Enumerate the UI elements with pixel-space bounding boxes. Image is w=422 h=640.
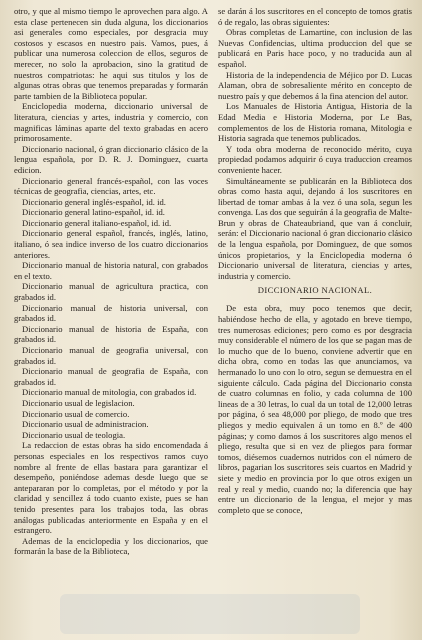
paragraph: Y toda obra moderna de reconocido mérito, cuya propiedad podamos adquirir ó cuya traduccion creamos conveniente hacer.: [218, 143, 412, 175]
paragraph: Diccionario manual de historia universal, con grabados id.: [14, 302, 208, 324]
paragraph: Los Manuales de Historia Antigua, Historia de la Edad Media e Historia Moderna, por Le Bas, complementos de los de Historia romana, Mitologia e Historia sagrada que tenemos publicados.: [218, 101, 412, 144]
paragraph: Diccionario manual de agricultura practica, con grabados id.: [14, 281, 208, 303]
heading-rule: [300, 298, 330, 299]
paragraph: Diccionario general italiano-español, id. id.: [22, 217, 172, 228]
section-heading: DICCIONARIO NACIONAL.: [257, 285, 373, 296]
paragraph: Diccionario nacional, ó gran diccionario clásico de la lengua española, por D. R. J. Dominguez, cuarta edicion.: [14, 143, 208, 175]
paragraph: otro, y que al mismo tiempo le aprovechen para algo. A esta clase pertenecen sin duda alguna, los diccionarios asi generales como especiales, por desgracia muy costosos y escasos en nuestro pais. Vamos, pues, á publicar una numerosa coleccion de ellos, seguros de merecer, no solo la aprobacion, sino la gratitud de nuestros compatriotas: he aqui sus titulos y los de algunas otras obras que tenemos preparadas y formarán parte tambien de la Biblioteca popular.: [14, 6, 208, 101]
paragraph: Diccionario usual de legislacion.: [22, 397, 135, 408]
paragraph: Obras completas de Lamartine, con inclusion de las Nuevas Confidencias, ultima produccion del que se publicará en Paris hace poco, y no traducida aun al español.: [218, 27, 412, 69]
paragraph: se darán á los suscritores en el concepto de tomos gratis ó de regalo, las obras siguientes:: [218, 6, 412, 27]
paragraph: Historia de la independencia de Méjico por D. Lucas Alaman, obra de sobresaliente mérito en concepto de nuestro país y que debemos á la fina atencion del autor.: [218, 69, 412, 101]
paragraph: Diccionario usual de administracion.: [22, 419, 149, 430]
paragraph: La redaccion de estas obras ha sido encomendada á personas especiales en los respectivos ramos cuyo nombre al frente de ellas bastara para garantizar el desempeño, poniéndose ademas desde luego que se antepararan por lo completas, por el método y por la claridad y sencillez á todo cuanto existe, pues se han tenido presentes para los trabajos toda, las obras análogas publicadas anteriormente en España y en el estrangero.: [14, 440, 208, 536]
paragraph: Diccionario general latino-español, id. id.: [22, 207, 165, 218]
paragraph: Enciclopedia moderna, diccionario universal de literatura, ciencias y artes, industria y comercio, con magnificas láminas aparte del texto grabadas en acero primorosamente.: [14, 101, 208, 144]
paragraph: De esta obra, muy poco tenemos que decir, habiéndose hecho de ella, y agotado en breve tiempo, tres numerosas ediciones; pero como es por desgracia muy considerable el número de los que se pagan mas de lo mucho que de lo bueno, conviene advertir que en dicha obra, como en todas las que anunciamos, va hermanado lo uno con lo otro, segun se demuestra en el siguiente cálculo. Cada página del Diccionario consta de cuatro columnas en folio, y cada columna de 100 lineas de a 30 letras, lo cual da un total de 12,000 letras por página, ó sea 48,000 por pliego, de modo que tres pliegos y medio equivalen á un tomo en 8.º de 400 páginas; y como damos á los suscritores algo menos el pliego, resulta que si en vez de pliegos para formar tomos, diésemos cuadernos nutridos con el número de libros, pagarian los suscritores seis cuartos en Madrid y siete y medio en provincia por lo que otros exigen un real y real y medio, cuando no; la diferencia que hay entre un diccionario de la lengua, el mejor y mas completo que se conoce,: [218, 303, 412, 515]
paragraph: Diccionario manual de mitologia, con grabados id.: [22, 387, 197, 398]
paragraph: Diccionario general español, francés, inglés, latino, italiano, ó sea indice inverso de los cuatro diccionarios anteriores.: [14, 228, 208, 260]
paragraph: Diccionario usual de comercio.: [22, 408, 130, 419]
paragraph: Diccionario usual de teologia.: [22, 429, 126, 440]
right-column-body: [218, 303, 412, 515]
left-column: [14, 6, 208, 632]
paragraph: Diccionario manual de geografia de España, con grabados id.: [14, 366, 208, 387]
paragraph: Diccionario manual de historia natural, con grabados en el texto.: [14, 260, 208, 281]
right-column-intro: [218, 6, 412, 281]
library-watermark: [60, 594, 360, 634]
paragraph: Diccionario general inglés-español, id. id.: [22, 196, 166, 207]
right-column: [218, 6, 412, 632]
paragraph: Diccionario general francés-español, con las voces técnicas de geografia, ciencias, artes, etc.: [14, 175, 208, 197]
paragraph: Ademas de la enciclopedia y los diccionarios, que formarán la base de la Biblioteca,: [14, 535, 208, 557]
paragraph: Diccionario manual de geografia universal, con grabados id.: [14, 345, 208, 366]
text-columns: [14, 6, 412, 632]
paragraph: Simultáneamente se publicarán en la Biblioteca dos obras como hasta aqui, dejando á los suscritores en libertad de tomar ambas á la vez ó una sola, segun les convenga. Las dos que seguirán á la geografia de Malte-Brun y obras de Chateaubriand, que van á concluir, serán: el Diccionario nacional ó gran diccionario clásico de la lengua española, por Dominguez, de que somos únicos propietarios, y la Enciclopedia moderna ó Diccionario universal de literatura, ciencias y artes, industria y comercio.: [218, 175, 412, 281]
paragraph: Diccionario manual de historia de España, con grabados id.: [14, 323, 208, 345]
